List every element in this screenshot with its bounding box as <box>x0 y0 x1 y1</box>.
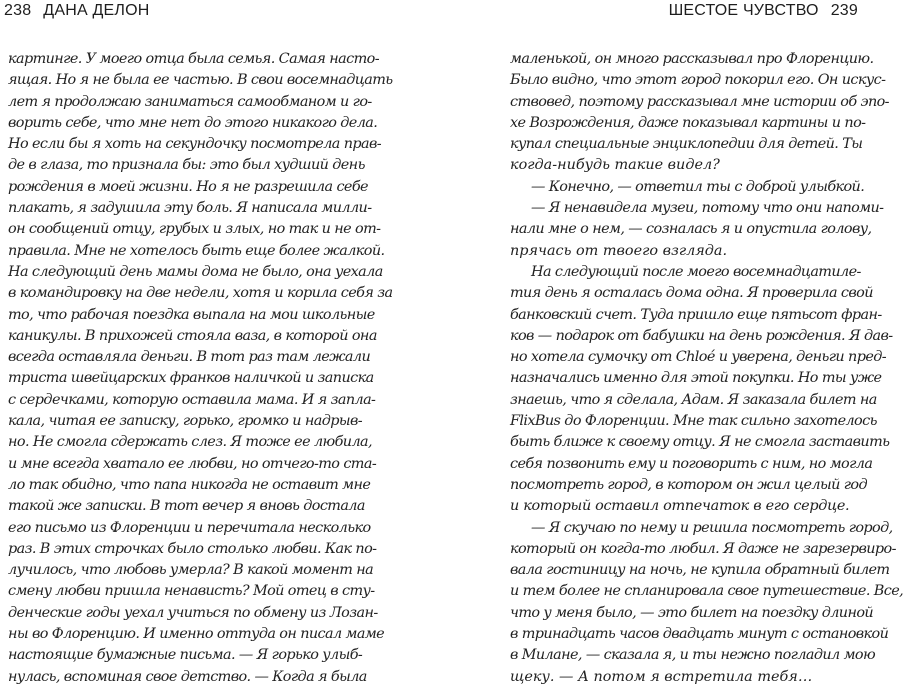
text-line: раз. В этих строчках было столько любви. Как по- <box>8 540 377 557</box>
text-line: то, что рабочая поездка выпала на мои школьные <box>8 306 375 323</box>
left-page-number: 238 <box>4 2 32 19</box>
text-line: который он когда-то любил. Я даже не зарезервиро- <box>510 540 896 557</box>
text-line: — Конечно, — ответил ты с доброй улыбкой. <box>531 178 865 195</box>
text-line: но. Не смогла сдержать слез. Я тоже ее любила, <box>8 434 372 451</box>
text-line: что у меня было, — это билет на поездку длиной <box>510 604 874 621</box>
text-line: в Милане, — сказала я, и ты нежно погладил мою <box>510 647 876 664</box>
text-line: и который оставил отпечаток в его сердце. <box>510 498 850 515</box>
text-line: картинге. У моего отца была семья. Самая насто- <box>8 51 379 67</box>
left-body-text <box>8 49 393 688</box>
text-line: вала гостиницу на ночь, не купила обратный билет <box>510 562 890 579</box>
text-line: щеку. — А потом я встретила тебя… <box>510 668 813 685</box>
text-line: ворить себе, что мне нет до этого никакого дела. <box>8 114 378 131</box>
text-line: себя позвонить ему и поговорить с ним, но могла <box>510 455 873 472</box>
text-line: нали мне о нем, — созналась я и опустила голову, <box>510 221 872 238</box>
text-line: правила. Мне не хотелось быть еще более жалкой. <box>8 242 385 259</box>
right-page-number: 239 <box>830 2 858 19</box>
text-line: он сообщений отцу, грубых и злых, но так и не от- <box>8 221 381 238</box>
left-running-head <box>4 1 149 21</box>
text-line: в тринадцать часов двадцать минут с остановкой <box>510 626 889 643</box>
text-line: плакать, я задушила эту боль. Я написала милли- <box>8 200 372 217</box>
text-line: ны во Флоренцию. И именно оттуда он писал маме <box>8 626 385 643</box>
text-line: такой же записки. В тот вечер я вновь достала <box>8 498 365 515</box>
text-line: лучилось, что любовь умерла? В какой момент на <box>8 562 374 579</box>
text-line: всегда оставляла деньги. В тот раз там лежали <box>8 349 371 366</box>
text-line: хе Возрождения, даже показывал картины и по- <box>510 114 866 131</box>
text-line: денческие годы уехал учиться по обмену из Лозан- <box>8 604 378 621</box>
right-page <box>442 0 903 687</box>
text-line: тия день я осталась дома одна. Я проверила свой <box>510 285 873 302</box>
right-running-head <box>669 1 858 21</box>
right-body-text <box>510 49 903 688</box>
text-line: На следующий день мамы дома не было, она уехала <box>8 263 383 280</box>
text-line: когда-нибудь такие видел? <box>510 157 720 174</box>
text-line: с сердечками, которую оставила мама. И я запла- <box>8 391 376 408</box>
text-line: настоящие бумажные письма. — Я горько улыб- <box>8 647 363 664</box>
text-line: На следующий после моего восемнадцатиле- <box>531 263 861 280</box>
text-line: де в глаза, то признала бы: это был худший день <box>8 157 365 174</box>
text-line: лет я продолжаю заниматься самообманом и го- <box>8 93 372 110</box>
text-line: назначались именно для этой покупки. Но ты уже <box>510 370 882 387</box>
text-line: — Я скучаю по нему и решила посмотреть город, <box>531 519 893 536</box>
text-line: триста швейцарских франков наличкой и записка <box>8 370 374 387</box>
text-line: и тем более не спланировала свое путешествие. Все, <box>510 583 903 600</box>
text-line: ствовед, поэтому рассказывал мне истории об эпо- <box>510 93 889 110</box>
text-line: но хотела сумочку от Chloé и уверена, деньги пред- <box>510 349 887 366</box>
text-line: смену любви пришла ненависть? Мой отец в сту- <box>8 583 375 600</box>
text-line: банковский счет. Туда пришло еще пятьсот фран- <box>510 306 882 323</box>
text-line: быть ближе к своему отцу. Я не смогла заставить <box>510 434 890 451</box>
text-line: ло так обидно, что папа никогда не оставит мне <box>8 476 371 493</box>
text-line: посмотреть город, в котором он жил целый год <box>510 476 868 493</box>
text-line: Но если бы я хоть на секундочку посмотрела прав- <box>8 136 382 153</box>
text-line: его письмо из Флоренции и перечитала несколько <box>8 519 371 536</box>
text-line: ящая. Но я не была ее частью. В свои восемнадцать <box>8 72 393 89</box>
text-line: — Я ненавидела музеи, потому что они напоми- <box>531 200 884 217</box>
text-line: в командировку на две недели, хотя и корила себя за <box>8 285 393 302</box>
text-line: кала, читая ее записку, горько, громко и надрыв- <box>8 413 363 430</box>
text-line: прячась от твоего взгляда. <box>510 242 728 259</box>
left-running-title: ДАНА ДЕЛОН <box>43 2 150 19</box>
text-line: купал специальные энциклопедии для детей. Ты <box>510 136 863 153</box>
text-line: Было видно, что этот город покорил его. Он искус- <box>510 72 886 89</box>
left-page <box>0 0 430 687</box>
text-line: знаешь, что я сделала, Адам. Я заказала билет на <box>510 391 877 408</box>
text-line: и мне всегда хватало ее любви, но отчего-то ста- <box>8 455 377 472</box>
text-line: маленькой, он много рассказывал про Флоренцию. <box>510 51 874 67</box>
right-running-title: ШЕСТОЕ ЧУВСТВО <box>668 2 819 19</box>
text-line: нулась, вспоминая свое детство. — Когда я была <box>8 668 367 685</box>
text-line: ков — подарок от бабушки на день рождения. Я дав- <box>510 327 893 344</box>
text-line: FlixBus до Флоренции. Мне так сильно захотелось <box>510 413 877 430</box>
text-line: каникулы. В прихожей стояла ваза, в которой она <box>8 327 377 344</box>
text-line: рождения в моей жизни. Но я не разрешила себе <box>8 178 368 195</box>
